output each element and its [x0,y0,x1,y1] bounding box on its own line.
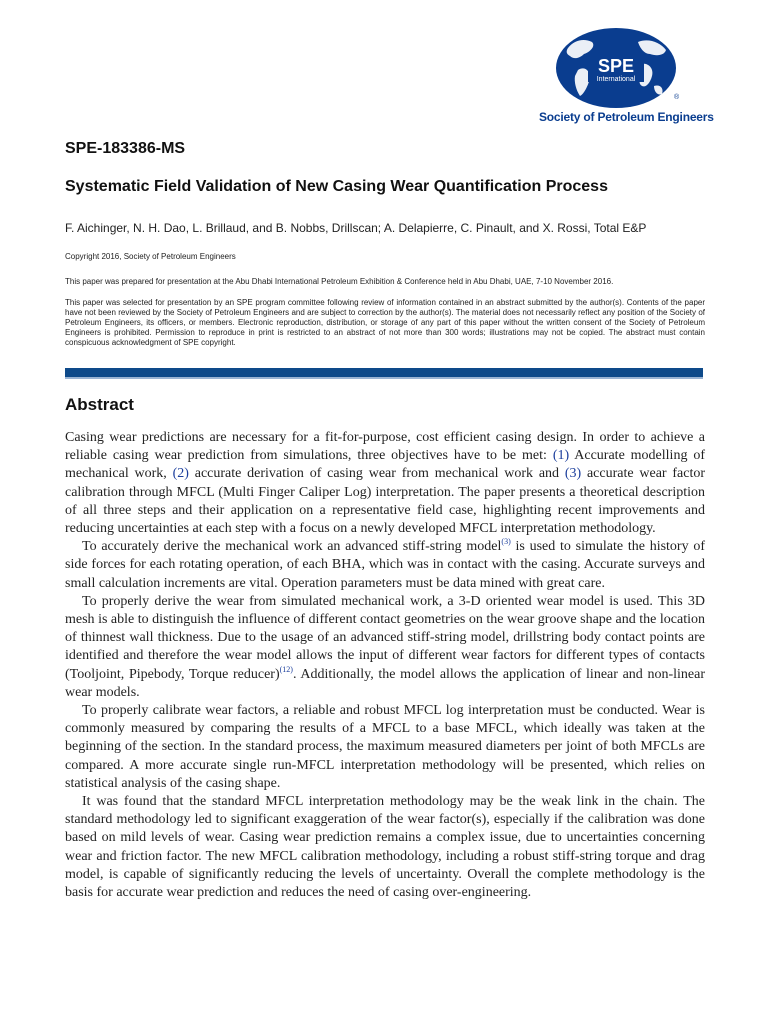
abstract-body [65,429,705,902]
disclaimer: This paper was selected for presentation by an SPE program committee following review of information contained in an abstract submitted by the author(s). Contents of the paper have not been reviewed by the Society of Petroleum Engineers and are subject to correction by the author(s). The material does not necessarily reflect any position of the Society of Petroleum Engineers, its officers, or members. Electronic reproduction, distribution, or storage of any part of this paper without the written consent of the Society of Petroleum Engineers is prohibited. Permission to reproduce in print is restricted to an abstract of not more than 300 words; illustrations may not be copied. The abstract must contain conspicuous acknowledgment of SPE copyright. [65,298,705,347]
abstract-paragraph-2 [65,538,705,593]
abstract-paragraph-1 [65,429,705,538]
citation-link[interactable]: (3) [564,466,582,482]
paper-id: SPE-183386-MS [65,140,186,157]
presentation-note: This paper was prepared for presentation at the Abu Dhabi International Petroleum Exhibition & Conference held in Abu Dhabi, UAE, 7-10 November 2016. [65,277,614,286]
divider-line [65,377,703,379]
abstract-heading: Abstract [65,395,134,414]
globe-icon [554,26,678,110]
abstract-paragraph-3 [65,593,705,702]
citation-superscript[interactable]: (3) [501,537,511,547]
logo-wordmark: SPE [597,56,635,76]
citation-link[interactable]: (2) [172,466,189,482]
paragraph-text: . Additionally, the model allows the application of linear and non-linear wear models. [65,666,705,700]
spe-logo [520,26,716,126]
paragraph-text: accurate derivation of casing wear from mechanical work and [188,466,565,482]
paragraph-text: accurate wear factor calibration through MFCL (Multi Finger Caliper Log) interpretation. The paper presents a theoretical description of all three steps and their application on a representative field case, highlighting recent improvements and reducing uncertainties at each step with a focus on a newly developed MFCL interpretation methodology. [65,466,706,537]
paragraph-text: is used to simulate the history of side forces for each rotating operation, of each BHA, which was in contact with the casing. Accurate surveys and small calculation increments are vital. Operation parameters must be data mined with great care. [65,539,706,591]
logo-caption: Society of Petroleum Engineers [539,110,714,124]
paper-title: Systematic Field Validation of New Casing Wear Quantification Process [65,178,608,195]
copyright-notice: Copyright 2016, Society of Petroleum Engineers [65,252,236,261]
citation-link[interactable]: (1) [552,448,570,464]
registered-mark: ® [674,94,680,101]
abstract-paragraph-5: It was found that the standard MFCL interpretation methodology may be the weak link in the chain. The standard methodology led to significant exaggeration of the wear factor(s), especially if the calibration was done based on mild levels of wear. Casing wear prediction remains a complex issue, due to uncertainties concerning wear and friction factor. The new MFCL calibration methodology, including a robust stiff-string torque and drag model, is capable of significantly reducing the levels of uncertainty. Overall the complete methodology is the basis for accurate wear prediction and reduces the need of casing over-engineering. [65,794,705,901]
paragraph-text: Accurate modelling of mechanical work, [65,448,705,482]
logo-subtext: International [596,76,636,83]
section-divider [65,368,703,379]
citation-superscript[interactable]: (12) [279,664,293,674]
paragraph-text: To accurately derive the mechanical work an advanced stiff-string model [82,539,502,555]
paragraph-text: To properly derive the wear from simulated mechanical work, a 3-D oriented wear model is used. This 3D mesh is able to distinguish the influence of different contact geometries on the wear groove shape and the location of thinnest wall thickness. Due to the usage of an advanced stiff-string model, drillstring body contact points are identified and therefore the wear model allows the input of different wear factors for different types of contacts (Tooljoint, Pipebody, Torque reducer) [65,593,705,682]
authors: F. Aichinger, N. H. Dao, L. Brillaud, and B. Nobbs, Drillscan; A. Delapierre, C. Pinault, and X. Rossi, Total E&P [65,221,647,235]
divider-band [65,368,703,377]
paragraph-text: Casing wear predictions are necessary for a fit-for-purpose, cost efficient casing design. In order to achieve a reliable casing wear prediction from simulations, three objectives have to be met: [65,430,705,464]
abstract-paragraph-4: To properly calibrate wear factors, a reliable and robust MFCL log interpretation must be conducted. Wear is commonly measured by comparing the results of a MFCL to a base MFCL, which ideally was taken at the beginning of the section. In the standard process, the maximum measured diameters per joint of both MFCLs are compared. A more accurate single run-MFCL interpretation methodology will be presented, which relies on statistical analysis of the casing shape. [65,703,705,791]
